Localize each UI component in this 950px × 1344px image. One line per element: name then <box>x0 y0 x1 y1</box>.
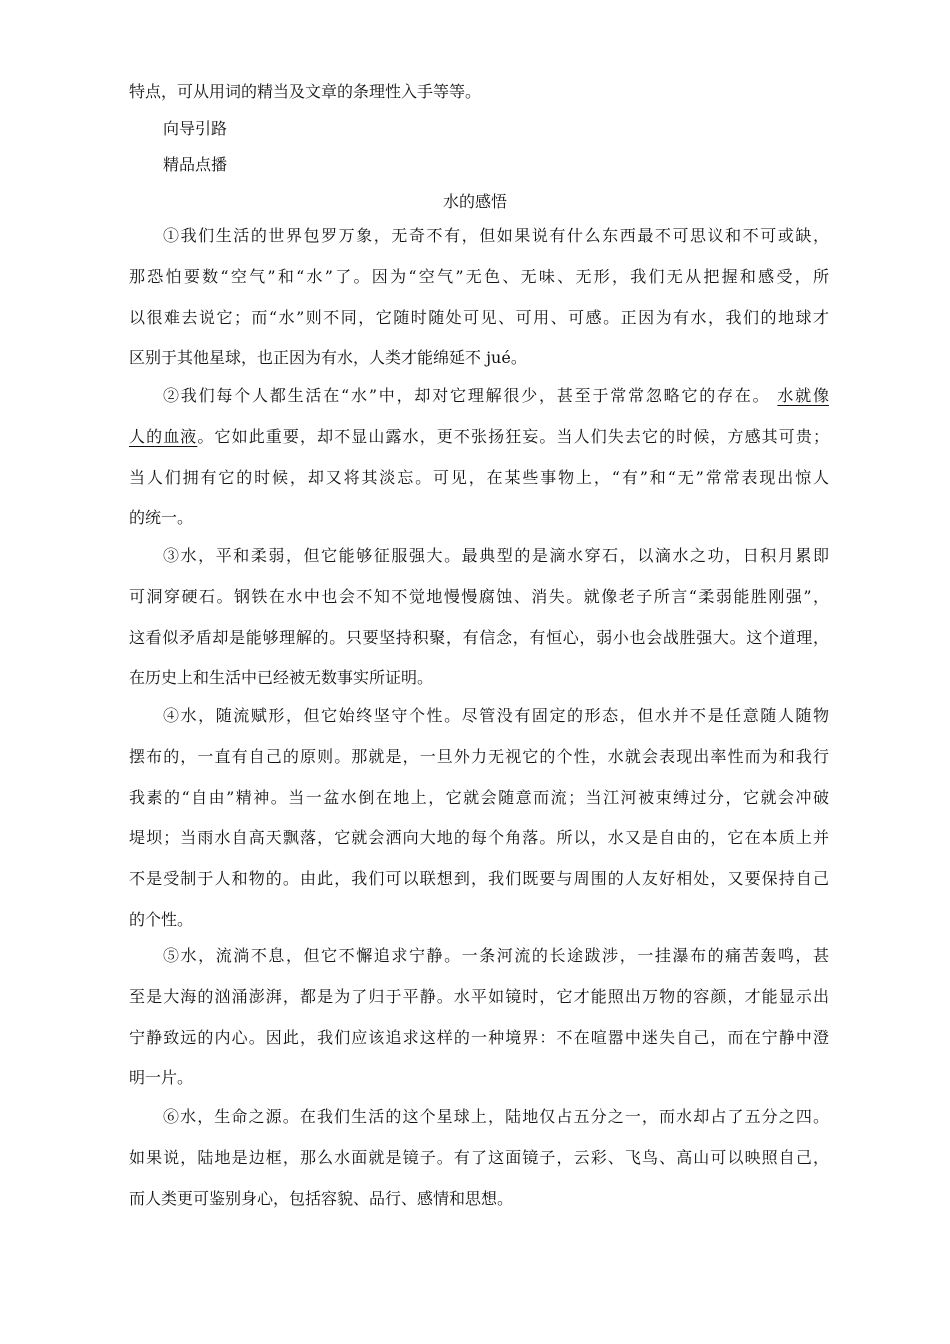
paragraph-line: 不是受制于人和物的。由此，我们可以联想到，我们既要与周围的人友好相处，又要保持自己 <box>129 869 829 889</box>
paragraph-line: 可洞穿硬石。钢铁在水中也会不知不觉地慢慢腐蚀、消失。就像老子所言“柔弱能胜刚强”， <box>129 586 829 606</box>
paragraph-line: 摆布的，一直有自己的原则。那就是，一旦外力无视它的个性，水就会表现出率性而为和我行 <box>129 746 829 766</box>
paragraph-5 <box>129 936 829 1099</box>
paragraph-2 <box>129 376 829 539</box>
paragraph-line: ④水，随流赋形，但它始终坚守个性。尽管没有固定的形态，但水并不是任意随人随物 <box>163 706 829 725</box>
section-heading-highlights: 精品点播 <box>163 155 228 174</box>
paragraph-line: 在历史上和生活中已经被无数事实所证明。 <box>129 668 434 688</box>
paragraph-line: 以很难去说它；而“水”则不同，它随时随处可见、可用、可感。正因为有水，我们的地球才 <box>129 307 829 327</box>
paragraph-line: ③水，平和柔弱，但它能够征服强大。最典型的是滴水穿石，以滴水之功，日积月累即 <box>163 546 829 565</box>
article-title: 水的感悟 <box>442 192 507 211</box>
paragraph-line: 而人类更可鉴别身心，包括容貌、品行、感情和思想。 <box>129 1188 514 1208</box>
paragraph-line: 如果说，陆地是边框，那么水面就是镜子。有了这面镜子，云彩、飞鸟、高山可以映照自己， <box>129 1147 829 1167</box>
section-heading-guide: 向导引路 <box>163 119 228 138</box>
intro-line: 特点，可从用词的精当及文章的条理性入手等等。 <box>129 82 482 101</box>
paragraph-3 <box>129 536 829 699</box>
paragraph-4 <box>129 696 829 941</box>
paragraph-line: 明一片。 <box>129 1068 194 1088</box>
paragraph-line: 我素的“自由”精神。当一盆水倒在地上，它就会随意而流；当江河被束缚过分，它就会冲破 <box>129 787 829 807</box>
paragraph-line: 这看似矛盾却是能够理解的。只要坚持积聚，有信念，有恒心，弱小也会战胜强大。这个道理， <box>129 627 829 647</box>
paragraph-line: 区别于其他星球，也正因为有水，人类才能绵延不 jué。 <box>129 348 527 368</box>
paragraph-line: ⑤水，流淌不息，但它不懈追求宁静。一条河流的长途跋涉，一挂瀑布的痛苦轰鸣，甚 <box>163 946 829 965</box>
paragraph-line: 的统一。 <box>129 508 194 528</box>
paragraph-line: 宁静致远的内心。因此，我们应该追求这样的一种境界：不在喧嚣中迷失自己，而在宁静中澄 <box>129 1027 829 1047</box>
underlined-phrase: 人的血液 <box>129 426 198 446</box>
paragraph-line: ⑥水，生命之源。在我们生活的这个星球上，陆地仅占五分之一，而水却占了五分之四。 <box>163 1107 829 1126</box>
paragraph-text: 。它如此重要，却不显山露水，更不张扬狂妄。当人们失去它的时候，方感其可贵； <box>197 426 829 446</box>
paragraph-1 <box>129 216 829 379</box>
paragraph-line <box>129 417 829 458</box>
paragraph-line: 堤坝；当雨水自高天飘落，它就会洒向大地的每个角落。所以，水又是自由的，它在本质上并 <box>129 828 829 848</box>
paragraph-line <box>129 376 829 417</box>
paragraph-line: 的个性。 <box>129 909 194 929</box>
underlined-phrase: 水就像 <box>777 386 829 405</box>
paragraph-line: 当人们拥有它的时候，却又将其淡忘。可见，在某些事物上，“有”和“无”常常表现出惊人 <box>129 467 829 487</box>
paragraph-6 <box>129 1097 829 1219</box>
paragraph-line: 那恐怕要数“空气”和“水”了。因为“空气”无色、无味、无形，我们无从把握和感受，所 <box>129 266 829 286</box>
paragraph-line: 至是大海的汹涌澎湃，都是为了归于平静。水平如镜时，它才能照出万物的容颜，才能显示出 <box>129 986 829 1006</box>
paragraph-line: ①我们生活的世界包罗万象，无奇不有，但如果说有什么东西最不可思议和不可或缺， <box>163 226 829 245</box>
paragraph-text: ②我们每个人都生活在“水”中，却对它理解很少，甚至于常常忽略它的存在。 <box>163 386 771 405</box>
